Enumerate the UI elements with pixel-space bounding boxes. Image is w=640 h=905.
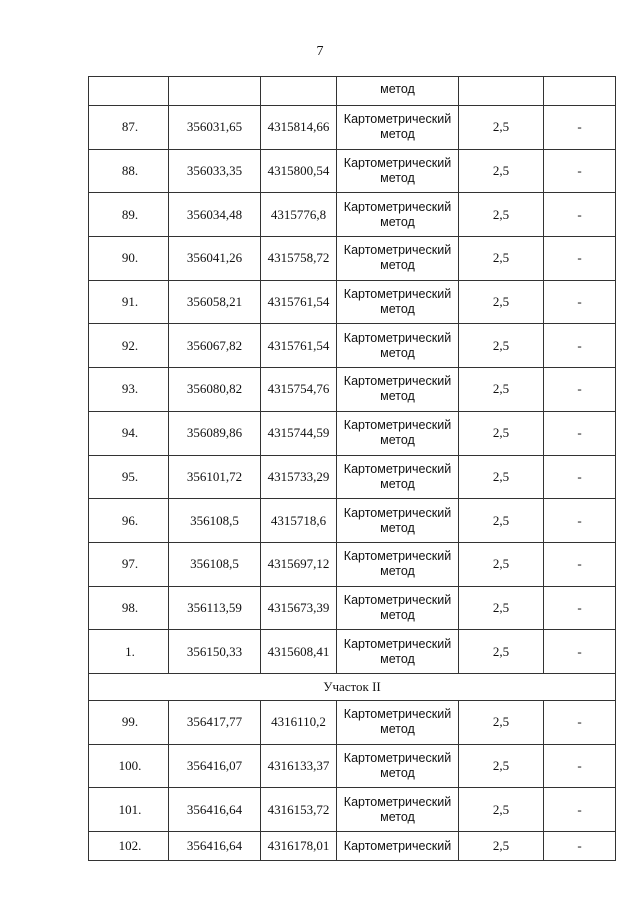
cell-error: 2,5 bbox=[459, 193, 544, 237]
cell-method bbox=[337, 788, 459, 832]
method-line-2: метод bbox=[380, 809, 415, 824]
cell-x: 356108,5 bbox=[169, 499, 261, 543]
cell-error: 2,5 bbox=[459, 324, 544, 368]
method-line-2: метод bbox=[380, 127, 415, 142]
cell-y: 4315761,54 bbox=[261, 324, 337, 368]
cell-number: 99. bbox=[89, 700, 169, 744]
cell-number: 1. bbox=[89, 630, 169, 674]
cell-method bbox=[337, 542, 459, 586]
table-row bbox=[89, 368, 616, 412]
method-line-2: метод bbox=[380, 389, 415, 404]
cell-method bbox=[337, 237, 459, 281]
cell-number: 92. bbox=[89, 324, 169, 368]
cell-number: 98. bbox=[89, 586, 169, 630]
cell-x bbox=[169, 77, 261, 106]
cell-number: 89. bbox=[89, 193, 169, 237]
method-line-2: метод bbox=[380, 258, 415, 273]
cell-method bbox=[337, 700, 459, 744]
cell-x: 356031,65 bbox=[169, 106, 261, 150]
cell-note: - bbox=[544, 700, 616, 744]
table-row bbox=[89, 193, 616, 237]
method-line-1: Картометрический bbox=[343, 199, 452, 214]
cell-error: 2,5 bbox=[459, 832, 544, 861]
method-line-2: метод bbox=[380, 722, 415, 737]
section-header-row bbox=[89, 673, 616, 700]
method-line-2: метод bbox=[380, 171, 415, 186]
method-line-1: Картометрический bbox=[343, 549, 452, 564]
table-row bbox=[89, 411, 616, 455]
cell-error: 2,5 bbox=[459, 368, 544, 412]
cell-y: 4315814,66 bbox=[261, 106, 337, 150]
cell-y: 4316133,37 bbox=[261, 744, 337, 788]
cell-x: 356417,77 bbox=[169, 700, 261, 744]
cell-y: 4315718,6 bbox=[261, 499, 337, 543]
table-row bbox=[89, 832, 616, 861]
cell-y: 4315800,54 bbox=[261, 149, 337, 193]
cell-x: 356101,72 bbox=[169, 455, 261, 499]
cell-error: 2,5 bbox=[459, 744, 544, 788]
cell-method bbox=[337, 324, 459, 368]
cell-y: 4316110,2 bbox=[261, 700, 337, 744]
cell-y: 4315754,76 bbox=[261, 368, 337, 412]
cell-note: - bbox=[544, 788, 616, 832]
cell-method bbox=[337, 630, 459, 674]
cell-note: - bbox=[544, 411, 616, 455]
cell-x: 356034,48 bbox=[169, 193, 261, 237]
method-line-1: Картометрический bbox=[343, 330, 452, 345]
cell-note: - bbox=[544, 586, 616, 630]
method-line-2: метод bbox=[380, 607, 415, 622]
cell-error: 2,5 bbox=[459, 630, 544, 674]
cell-y: 4316153,72 bbox=[261, 788, 337, 832]
table-row bbox=[89, 542, 616, 586]
cell-number: 95. bbox=[89, 455, 169, 499]
cell-x: 356416,64 bbox=[169, 832, 261, 861]
cell-method: метод bbox=[337, 77, 459, 106]
cell-y: 4315733,29 bbox=[261, 455, 337, 499]
cell-method bbox=[337, 455, 459, 499]
cell-x: 356033,35 bbox=[169, 149, 261, 193]
table-row bbox=[89, 744, 616, 788]
cell-x: 356089,86 bbox=[169, 411, 261, 455]
method-line-2: метод bbox=[380, 765, 415, 780]
cell-note: - bbox=[544, 744, 616, 788]
table-row bbox=[89, 455, 616, 499]
cell-x: 356416,07 bbox=[169, 744, 261, 788]
cell-number: 87. bbox=[89, 106, 169, 150]
table-row bbox=[89, 237, 616, 281]
cell-number: 91. bbox=[89, 280, 169, 324]
cell-y: 4315744,59 bbox=[261, 411, 337, 455]
cell-error: 2,5 bbox=[459, 280, 544, 324]
cell-note: - bbox=[544, 106, 616, 150]
table-row bbox=[89, 149, 616, 193]
cell-note: - bbox=[544, 237, 616, 281]
cell-error: 2,5 bbox=[459, 586, 544, 630]
cell-note: - bbox=[544, 193, 616, 237]
cell-note: - bbox=[544, 499, 616, 543]
cell-x: 356041,26 bbox=[169, 237, 261, 281]
table-row bbox=[89, 700, 616, 744]
cell-note: - bbox=[544, 455, 616, 499]
cell-note: - bbox=[544, 630, 616, 674]
cell-method bbox=[337, 832, 459, 861]
cell-error: 2,5 bbox=[459, 499, 544, 543]
cell-number: 100. bbox=[89, 744, 169, 788]
method-line-2: метод bbox=[380, 476, 415, 491]
cell-error: 2,5 bbox=[459, 411, 544, 455]
table-row-continued bbox=[89, 77, 616, 106]
cell-number: 96. bbox=[89, 499, 169, 543]
cell-method bbox=[337, 499, 459, 543]
method-line-1: Картометрический bbox=[343, 592, 452, 607]
cell-number: 97. bbox=[89, 542, 169, 586]
cell-number: 88. bbox=[89, 149, 169, 193]
method-line-1: Картометрический bbox=[343, 707, 452, 722]
table-row bbox=[89, 630, 616, 674]
cell-x: 356150,33 bbox=[169, 630, 261, 674]
method-line-2: метод bbox=[380, 345, 415, 360]
method-line-1: Картометрический bbox=[343, 750, 452, 765]
method-line-1: Картометрический bbox=[343, 461, 452, 476]
cell-y: 4315758,72 bbox=[261, 237, 337, 281]
method-line-1: Картометрический bbox=[343, 505, 452, 520]
cell-x: 356108,5 bbox=[169, 542, 261, 586]
cell-y: 4315608,41 bbox=[261, 630, 337, 674]
cell-error: 2,5 bbox=[459, 542, 544, 586]
table-row bbox=[89, 106, 616, 150]
cell-method bbox=[337, 586, 459, 630]
cell-method bbox=[337, 149, 459, 193]
method-line-1: Картометрический bbox=[343, 636, 452, 651]
cell-y bbox=[261, 77, 337, 106]
method-line-2: метод bbox=[380, 433, 415, 448]
cell-y: 4315673,39 bbox=[261, 586, 337, 630]
table-row bbox=[89, 788, 616, 832]
page-number: 7 bbox=[316, 44, 324, 59]
coordinates-table-body bbox=[89, 77, 616, 861]
cell-y: 4315697,12 bbox=[261, 542, 337, 586]
cell-note: - bbox=[544, 368, 616, 412]
method-line-1: Картометрический bbox=[343, 243, 452, 258]
cell-error: 2,5 bbox=[459, 237, 544, 281]
cell-number bbox=[89, 77, 169, 106]
cell-number: 94. bbox=[89, 411, 169, 455]
table-row bbox=[89, 499, 616, 543]
cell-error: 2,5 bbox=[459, 788, 544, 832]
method-line-2: метод bbox=[380, 302, 415, 317]
cell-error: 2,5 bbox=[459, 149, 544, 193]
cell-note: - bbox=[544, 149, 616, 193]
method-line-2: метод bbox=[380, 520, 415, 535]
cell-number: 93. bbox=[89, 368, 169, 412]
cell-method bbox=[337, 368, 459, 412]
method-line-1: Картометрический bbox=[343, 838, 452, 853]
method-line-1: Картометрический bbox=[343, 112, 452, 127]
table-row bbox=[89, 586, 616, 630]
table-row bbox=[89, 324, 616, 368]
cell-error: 2,5 bbox=[459, 455, 544, 499]
cell-y: 4315776,8 bbox=[261, 193, 337, 237]
cell-number: 101. bbox=[89, 788, 169, 832]
method-line-2: метод bbox=[380, 564, 415, 579]
coordinates-table bbox=[88, 76, 616, 861]
method-line-2: метод bbox=[380, 651, 415, 666]
cell-y: 4316178,01 bbox=[261, 832, 337, 861]
cell-x: 356113,59 bbox=[169, 586, 261, 630]
cell-x: 356416,64 bbox=[169, 788, 261, 832]
cell-error: 2,5 bbox=[459, 700, 544, 744]
cell-number: 102. bbox=[89, 832, 169, 861]
cell-method bbox=[337, 193, 459, 237]
method-line-1: Картометрический bbox=[343, 156, 452, 171]
method-line-1: Картометрический bbox=[343, 287, 452, 302]
cell-method bbox=[337, 280, 459, 324]
cell-note: - bbox=[544, 832, 616, 861]
cell-note: - bbox=[544, 280, 616, 324]
cell-method bbox=[337, 411, 459, 455]
cell-note: - bbox=[544, 324, 616, 368]
section-title: Участок II bbox=[89, 673, 616, 700]
method-line-1: Картометрический bbox=[343, 418, 452, 433]
method-line-1: Картометрический bbox=[343, 374, 452, 389]
cell-number: 90. bbox=[89, 237, 169, 281]
cell-note bbox=[544, 77, 616, 106]
cell-y: 4315761,54 bbox=[261, 280, 337, 324]
method-line-1: Картометрический bbox=[343, 794, 452, 809]
cell-note: - bbox=[544, 542, 616, 586]
cell-x: 356067,82 bbox=[169, 324, 261, 368]
cell-error: 2,5 bbox=[459, 106, 544, 150]
cell-error bbox=[459, 77, 544, 106]
cell-x: 356080,82 bbox=[169, 368, 261, 412]
method-line-2: метод bbox=[380, 214, 415, 229]
cell-x: 356058,21 bbox=[169, 280, 261, 324]
table-row bbox=[89, 280, 616, 324]
cell-method bbox=[337, 744, 459, 788]
cell-method bbox=[337, 106, 459, 150]
